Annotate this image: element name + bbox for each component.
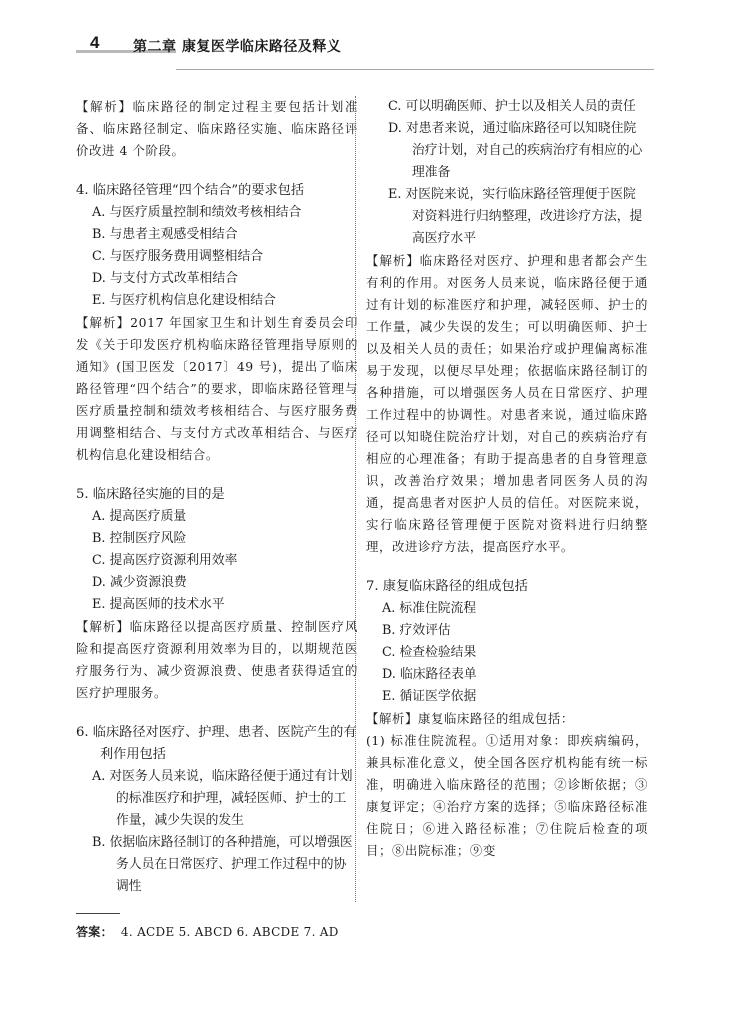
question-4-stem: 4. 临床路径管理“四个结合”的要求包括	[76, 183, 305, 198]
q5-option-a: A. 提高医疗质量	[92, 509, 187, 524]
page-header	[0, 0, 730, 80]
answer-key-label: 答案：	[76, 925, 113, 939]
column-divider	[355, 96, 356, 902]
q7-option-c: C. 检查检验结果	[382, 645, 477, 660]
left-column	[76, 96, 358, 898]
q6-explanation: 【解析】临床路径对医疗、护理和患者都会产生有利的作用。对医务人员来说，临床路径便于通过有计划的标准医疗和护理，减轻医师、护士的工作量，减少失误的发生；可以明确医师、护士以及相关人员的责任；如果治疗或护理偏离标准易于发现，以便尽早处理；依据临床路径制订的各种措施，可以增强医务人员在日常医疗、护理工作过程中的协调性。对患者来说，通过临床路径可以知晓住院治疗计划，对自己的疾病治疗有相应的心理准备；有助于提高患者的自身管理意识，改善治疗效果；增加患者同医务人员的沟通，提高患者对医护人员的信任。对医院来说，实行临床路径管理便于医院对资料进行归纳整理，改进诊疗方法，提高医疗水平。	[366, 253, 648, 554]
intro-explanation: 【解析】临床路径的制定过程主要包括计划准备、临床路径制定、临床路径实施、临床路径评价改进 4 个阶段。	[76, 99, 358, 158]
q4-option-d: D. 与支付方式改革相结合	[92, 271, 238, 286]
chapter-title: 第二章 康复医学临床路径及释义	[133, 39, 342, 55]
q5-option-e: E. 提高医师的技术水平	[92, 597, 225, 612]
q4-explanation: 【解析】2017 年国家卫生和计划生育委员会印发《关于印发医疗机构临床路径管理指导原则的通知》(国卫医发〔2017〕49 号)，提出了临床路径管理“四个结合”的要求，即临床路径管理与医疗质量控制和绩效考核相结合、与医疗服务费用调整相结合、与支付方式改革相结合、与医疗机构信息化建设相结合。	[76, 315, 358, 462]
q7-explanation-title: 【解析】康复临床路径的组成包括：	[366, 711, 574, 726]
q7-explanation-body: (1) 标准住院流程。①适用对象：即疾病编码，兼具标准化意义，使全国各医疗机构能有统一标准，明确进入临床路径的范围；②诊断依据；③康复评定；④治疗方案的选择；⑤临床路径标准住院日；⑥进入路径标准；⑦住院后检查的项目；⑧出院标准；⑨变	[366, 733, 648, 858]
q6-option-a: A. 对医务人员来说，临床路径便于通过有计划的标准医疗和护理，减轻医师、护士的工作量，减少失误的发生	[92, 769, 353, 828]
page-number: 4	[90, 33, 100, 52]
q4-option-c: C. 与医疗服务费用调整相结合	[92, 249, 264, 264]
header-rule	[176, 69, 654, 70]
question-5-stem: 5. 临床路径实施的目的是	[76, 487, 225, 502]
q5-option-d: D. 减少资源浪费	[92, 575, 187, 590]
answer-rule	[76, 913, 120, 914]
q4-option-b: B. 与患者主观感受相结合	[92, 227, 238, 242]
q7-option-e: E. 循证医学依据	[382, 689, 477, 704]
q5-option-c: C. 提高医疗资源利用效率	[92, 553, 238, 568]
right-column	[366, 96, 648, 862]
q6-option-c: C. 可以明确医师、护士以及相关人员的责任	[388, 99, 636, 114]
q5-explanation: 【解析】临床路径以提高医疗质量、控制医疗风险和提高医疗资源利用效率为目的，以期规范医疗服务行为、减少资源浪费、使患者获得适宜的医疗护理服务。	[76, 619, 358, 700]
q7-option-d: D. 临床路径表单	[382, 667, 477, 682]
q4-option-a: A. 与医疗质量控制和绩效考核相结合	[92, 205, 302, 220]
q6-option-d: D. 对患者来说，通过临床路径可以知晓住院治疗计划，对自己的疾病治疗有相应的心理准备	[388, 121, 643, 180]
question-6-stem: 6. 临床路径对医疗、护理、患者、医院产生的有利作用包括	[76, 725, 357, 762]
question-7-stem: 7. 康复临床路径的组成包括	[366, 579, 528, 594]
q7-option-a: A. 标准住院流程	[382, 601, 477, 616]
q7-option-b: B. 疗效评估	[382, 623, 451, 638]
answer-key	[76, 923, 339, 940]
q5-option-b: B. 控制医疗风险	[92, 531, 187, 546]
q6-option-b: B. 依据临床路径制订的各种措施，可以增强医务人员在日常医疗、护理工作过程中的协调性	[92, 835, 353, 894]
q4-option-e: E. 与医疗机构信息化建设相结合	[92, 293, 276, 308]
answer-key-values: 4. ACDE 5. ABCD 6. ABCDE 7. AD	[120, 925, 339, 939]
q6-option-e: E. 对医院来说，实行临床路径管理便于医院对资料进行归纳整理，改进诊疗方法，提高医疗水平	[388, 187, 643, 246]
